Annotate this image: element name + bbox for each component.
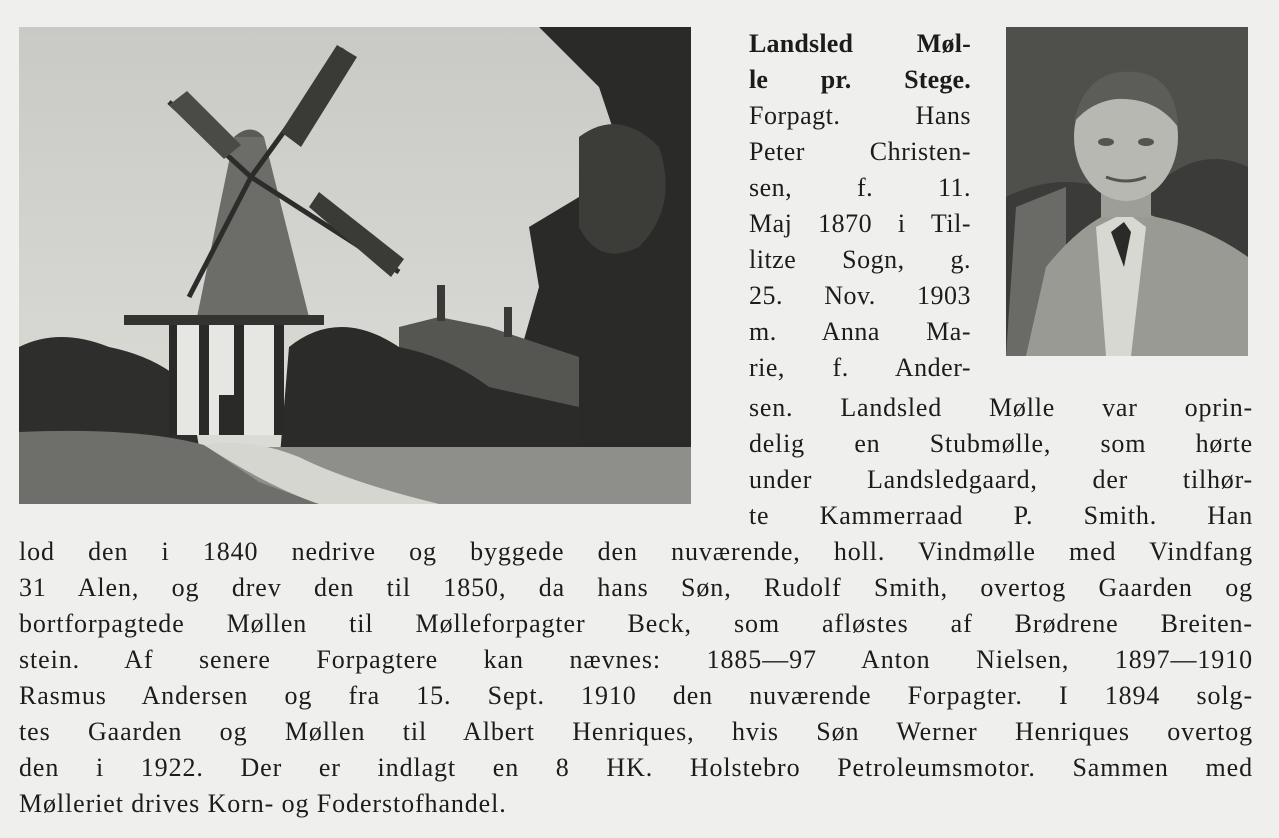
body-text-line: stein. Af senere Forpagtere kan nævnes: 1885—97 Anton Nielsen, 1897—1910 <box>19 645 1253 674</box>
middle-text-line: delig en Stubmølle, som hørte <box>749 429 1253 458</box>
body-text-line: Mølleriet drives Korn- og Foderstofhandel. <box>19 789 507 818</box>
heading-line-1: Landsled Møl- <box>749 29 971 58</box>
body-text-line: Rasmus Andersen og fra 15. Sept. 1910 den nuværende Forpagter. I 1894 solg- <box>19 681 1253 710</box>
column-text-line: Peter Christen- <box>749 137 971 166</box>
column-text-line: Maj 1870 i Til- <box>749 209 971 238</box>
middle-text-line: te Kammerraad P. Smith. Han <box>749 501 1253 530</box>
column-text-line: m. Anna Ma- <box>749 317 971 346</box>
body-text-line: den i 1922. Der er indlagt en 8 HK. Holstebro Petroleumsmotor. Sammen med <box>19 753 1253 782</box>
portrait-photo <box>1006 27 1248 356</box>
body-text-line: tes Gaarden og Møllen til Albert Henriques, hvis Søn Werner Henriques overtog <box>19 717 1253 746</box>
body-text-line: 31 Alen, og drev den til 1850, da hans Søn, Rudolf Smith, overtog Gaarden og <box>19 573 1253 602</box>
body-text-line: bortforpagtede Møllen til Mølleforpagter Beck, som afløstes af Brødrene Breiten- <box>19 609 1253 638</box>
column-text-line: sen, f. 11. <box>749 173 971 202</box>
middle-text-line: sen. Landsled Mølle var oprin- <box>749 393 1253 422</box>
middle-text-line: under Landsledgaard, der tilhør- <box>749 465 1253 494</box>
heading-line-2: le pr. Stege. <box>749 65 971 94</box>
column-text-line: litze Sogn, g. <box>749 245 971 274</box>
body-text-line: lod den i 1840 nedrive og byggede den nuværende, holl. Vindmølle med Vindfang <box>19 537 1253 566</box>
column-text-line: 25. Nov. 1903 <box>749 281 971 310</box>
column-text-line: Forpagt. Hans <box>749 101 971 130</box>
windmill-photo <box>19 27 691 504</box>
column-text-line: rie, f. Ander- <box>749 353 971 382</box>
